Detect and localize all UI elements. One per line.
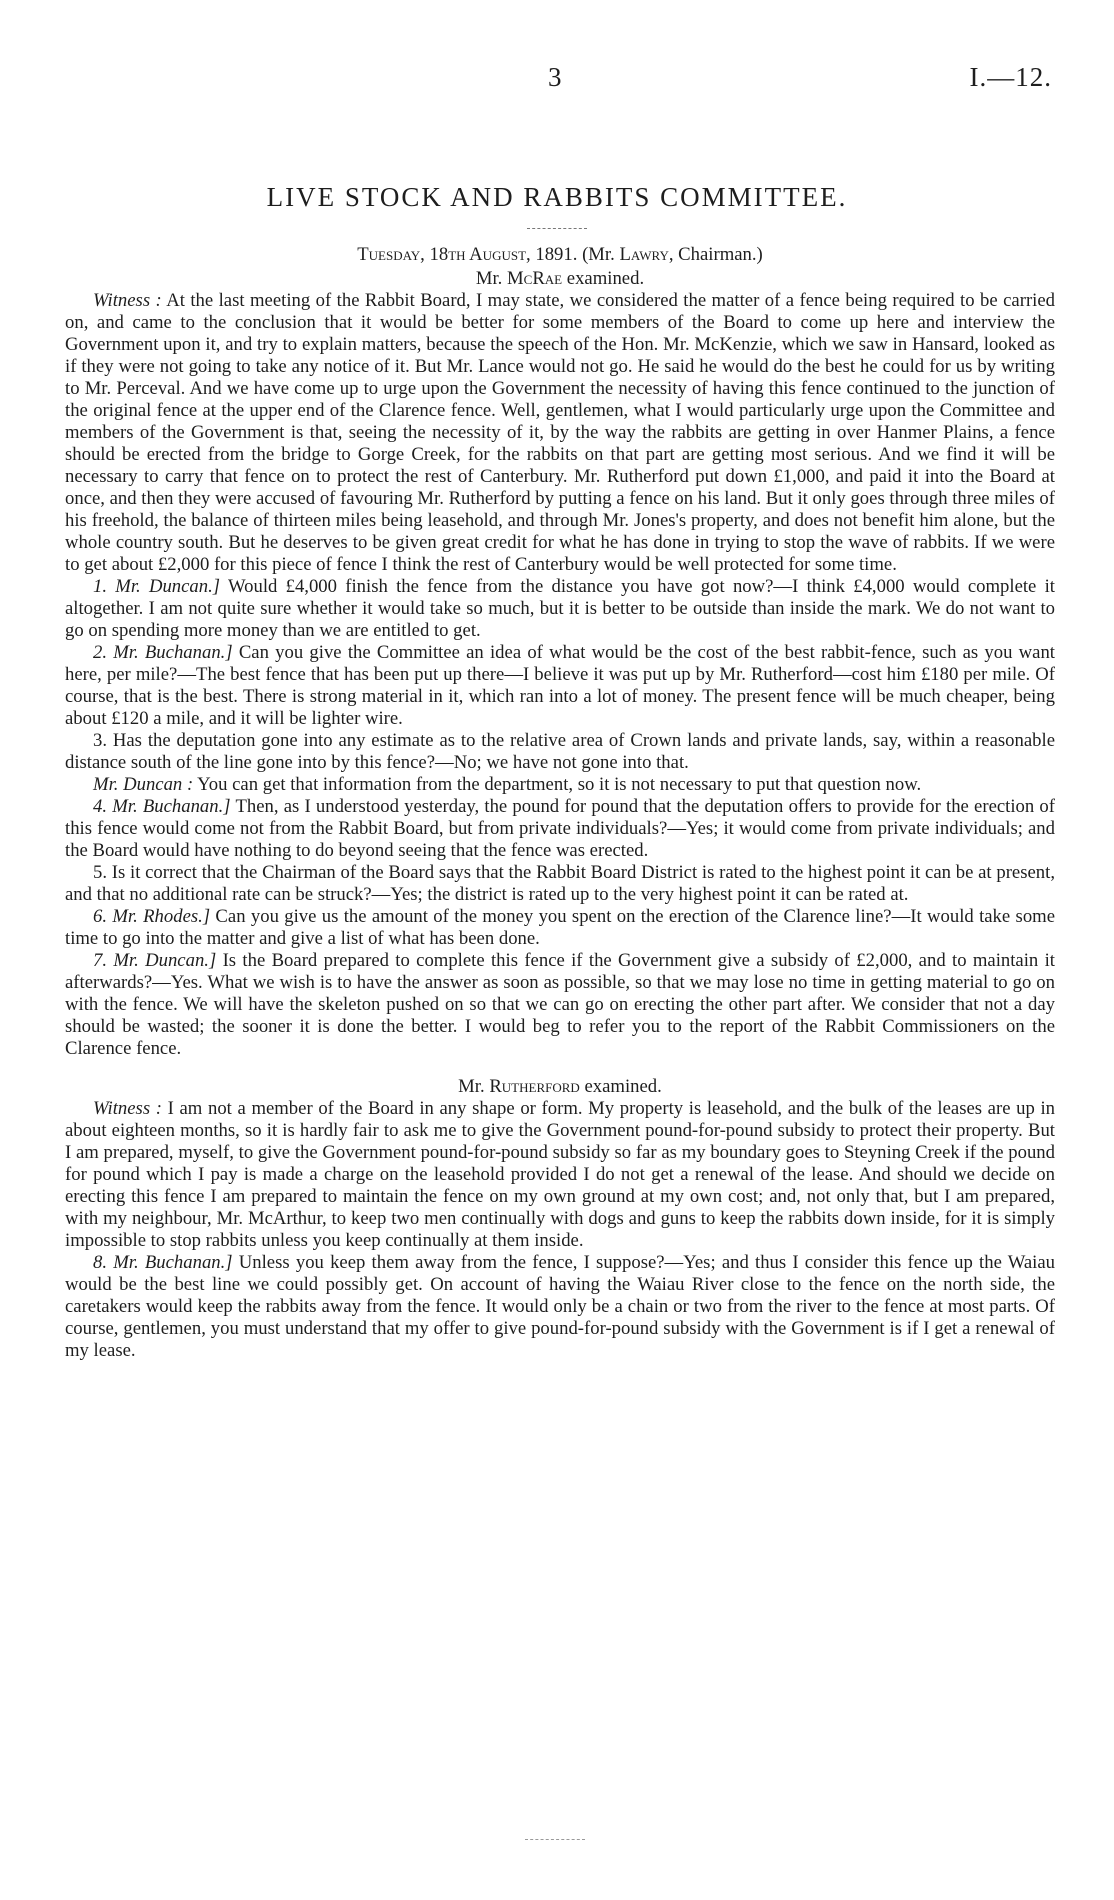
witness-text: I am not a member of the Board in any shape or form. My property is leasehold, and the bulk of the leases are up in about eighteen months, so it is hardly fair to ask me to give the Government pound-for-pound subsidy to protect their property. But I am prepared, myself, to give the Government pound-for-pound subsidy so far as my boundary goes to Steyning Creek if the pound for pound which I pay is made a charge on the leasehold provided I do not get a renewal of the lease. And should we decide on erecting this fence I am prepared to maintain the fence on my own ground at my own cost; and, not only that, but I am prepared, with my neighbour, Mr. McArthur, to keep two men continually with dogs and guns to keep the rabbits down inside, for it is simply impossible to stop rabbits unless you keep continually at them inside.: [65, 1098, 1056, 1251]
page-number: 3: [548, 62, 562, 92]
question-speaker: 8. Mr. Buchanan.]: [93, 1252, 233, 1273]
question-6: [65, 906, 1055, 950]
question-speaker: 1. Mr. Duncan.]: [93, 576, 221, 597]
question-8: [65, 1252, 1055, 1362]
exam-suffix: examined.: [579, 1076, 662, 1097]
witness-statement-2: [65, 1098, 1055, 1252]
question-text: Is the Board prepared to complete this fence if the Government give a subsidy of £2,000, and to maintain it afterwards?—Yes. What we wish is to have the answer as soon as possible, so that we may lose no time in getting material to go on with the fence. We will have the skeleton pushed on so that we can go on erecting the other part after. We consider that not a day should be wasted; the sooner it is done the better. I would beg to refer you to the report of the Rabbit Commissioners on the Clarence fence.: [65, 950, 1055, 1059]
chair-prefix: (Mr.: [582, 244, 620, 265]
question-speaker: 4. Mr. Buchanan.]: [93, 796, 231, 817]
document-reference: I.—12.: [969, 62, 1052, 92]
witness-name: Rutherford: [489, 1076, 580, 1097]
question-5: 5. Is it correct that the Chairman of the Board says that the Rabbit Board District is rated to the highest point it can be at present, and that no additional rate can be struck?—Yes; the district is rated up to the very highest point it can be rated at.: [65, 862, 1055, 905]
question-speaker: 2. Mr. Buchanan.]: [93, 642, 233, 663]
question-3: 3. Has the deputation gone into any estimate as to the relative area of Crown lands and private lands, say, within a reasonable distance south of the line gone into by this fence?—No; we have not gone into that.: [65, 730, 1055, 773]
question-2: [65, 642, 1055, 730]
question-speaker: 7. Mr. Duncan.]: [93, 950, 217, 971]
remark-speaker: Mr. Duncan :: [93, 774, 194, 795]
question-1: [65, 576, 1055, 642]
question-speaker: 6. Mr. Rhodes.]: [93, 906, 211, 927]
witness-label: Witness :: [93, 290, 162, 311]
witness-text: At the last meeting of the Rabbit Board, I may state, we considered the matter of a fence being required to be carried on, and came to the conclusion that it would be better for some members of the Board to come up here and interview the Government upon it, and try to explain matters, because the speech of the Hon. Mr. McKenzie, which we saw in Hansard, looked as if they were not going to take any notice of it. But Mr. Lance would not go. He said he would do the best he could for us by writing to Mr. Perceval. And we have come up to urge upon the Government the necessity of having this fence continued to the junction of the original fence at the upper end of the Clarence fence. Well, gentlemen, what I would particularly urge upon the Committee and members of the Government is that, seeing the necessity of it, by the way the rabbits are getting in over Hanmer Plains, a fence should be erected from the bridge to Gorge Creek, for the rabbits on that part are getting most serious. And we find it will be necessary to carry that fence on to protect the rest of Canterbury. Mr. Rutherford put down £1,000, and paid it into the Board at once, and then they were accused of favouring Mr. Rutherford by putting a fence on his land. But it only goes through three miles of his freehold, the balance of thirteen miles being leasehold, and through Mr. Jones's property, and does not benefit him alone, but the whole country south. But he deserves to be given great credit for what he has done in trying to stop the wave of rabbits. If we were to get about £2,000 for this piece of fence I think the rest of Canterbury would be well protected for some time.: [65, 290, 1055, 575]
question-4: [65, 796, 1055, 862]
page-header: [0, 62, 1114, 102]
exam-suffix: examined.: [562, 268, 645, 289]
examination-heading-1: [65, 268, 1055, 290]
meeting-line: [65, 244, 1055, 266]
meeting-date: Tuesday, 18th August, 1891.: [357, 244, 578, 265]
committee-remark: [65, 774, 1055, 796]
question-text: Can you give us the amount of the money you spent on the erection of the Clarence line?—It would take some time to go into the matter and give a list of what has been done.: [65, 906, 1055, 949]
question-text: Can you give the Committee an idea of what would be the cost of the best rabbit-fence, such as you want here, per mile?—The best fence that has been put up there—I believe it was put up by Mr. Rutherford—cost him £180 per mile. Of course, that is the best. There is strong material in it, which ran into a lot of money. The present fence will be much cheaper, being about £120 a mile, and it will be lighter wire.: [65, 642, 1056, 729]
chair-name: Lawry: [619, 244, 669, 265]
examination-heading-2: [65, 1076, 1055, 1098]
exam-prefix: Mr.: [475, 268, 508, 289]
question-7: [65, 950, 1055, 1060]
question-text: Unless you keep them away from the fence, I suppose?—Yes; and thus I consider this fence up the Waiau would be the best line we could possibly get. On account of having the Waiau River close to the fence on the north side, the caretakers would keep the rabbits away from the fence. It would only be a chain or two from the river to the fence at most parts. Of course, gentlemen, you must understand that my offer to give pound-for-pound subsidy with the Government is if I get a renewal of my lease.: [65, 1252, 1055, 1361]
footer-divider: [525, 1839, 585, 1840]
witness-statement-1: [65, 290, 1055, 576]
title-divider: [527, 228, 587, 229]
witness-label: Witness :: [93, 1098, 162, 1119]
question-text: Then, as I understood yesterday, the pound for pound that the deputation offers to provide for the erection of this fence would come not from the Rabbit Board, but from private individuals?—Yes; it would come from private individuals; and the Board would have nothing to do beyond seeing that the fence was erected.: [65, 796, 1055, 861]
question-text: Would £4,000 finish the fence from the distance you have got now?—I think £4,000 would complete it altogether. I am not quite sure whether it would take so much, but it is better to be outside than inside the mark. We do not want to go on spending more money than we are entitled to get.: [65, 576, 1055, 641]
chair-suffix: , Chairman.): [668, 244, 763, 265]
page-title: LIVE STOCK AND RABBITS COMMITTEE.: [266, 182, 848, 212]
exam-prefix: Mr.: [458, 1076, 490, 1097]
document-body: [65, 244, 1055, 1362]
remark-text: You can get that information from the department, so it is not necessary to put that question now.: [193, 774, 922, 795]
witness-name: McRae: [507, 268, 563, 289]
